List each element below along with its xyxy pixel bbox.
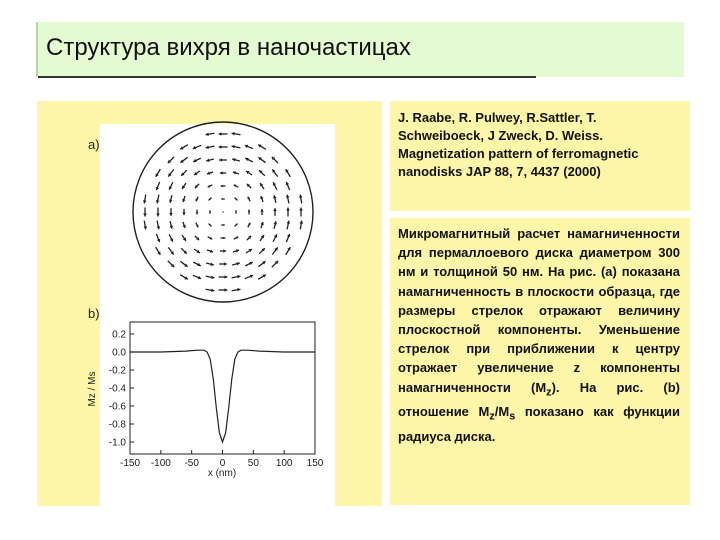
x-axis-label: x (nm) xyxy=(207,468,237,479)
slide-title: Структура вихря в наночастицах xyxy=(46,34,411,61)
magnetization-arrowhead xyxy=(220,171,223,174)
panel-a-label: a) xyxy=(88,137,100,152)
y-tick-label: 0.2 xyxy=(112,329,126,341)
description-box xyxy=(390,218,690,505)
y-tick-label: -0.4 xyxy=(108,383,126,395)
description-part2: ). На рис. (b) отношение M xyxy=(398,379,680,420)
panel-b-label: b) xyxy=(88,306,100,321)
magnetization-arrowhead xyxy=(223,237,225,240)
y-tick-label: 0.0 xyxy=(112,347,126,359)
description-part3: /M xyxy=(494,404,510,420)
magnetization-arrowhead xyxy=(225,288,228,292)
magnetization-arrowhead xyxy=(223,249,226,252)
magnetization-arrowhead xyxy=(143,214,147,217)
description-part4: показано как функции радиуса диска. xyxy=(398,404,680,445)
magnetization-arrowhead xyxy=(196,212,199,214)
y-tick-label: -0.6 xyxy=(108,401,126,413)
description-part1: Микромагнитный расчет намагниченности для пермаллоевого диска диаметром 300 нм и толщиной 50 нм. На рис. (a) показана намагниченность в плоскости образца, где размеры стрелок отражают величину плоскостной компоненты. Уменьшение стрелок при приближении к центру отражает увеличение z компоненты намагниченности (M xyxy=(398,226,680,395)
plot-frame xyxy=(130,322,315,454)
x-tick-label: 150 xyxy=(306,458,324,469)
magnetization-arrowhead xyxy=(225,275,228,279)
y-tick-label: -0.2 xyxy=(108,365,126,377)
y-tick-label: -1.0 xyxy=(108,437,126,449)
magnetization-arrows xyxy=(143,132,303,292)
magnetization-arrowhead xyxy=(273,208,277,211)
magnetization-arrowhead xyxy=(219,158,222,162)
magnetization-arrowhead xyxy=(224,262,227,266)
magnetization-arrowhead xyxy=(219,132,222,136)
x-tick-label: -50 xyxy=(184,458,199,469)
description-sub1: z xyxy=(546,386,552,399)
y-tick-label: -0.8 xyxy=(108,419,126,431)
x-tick-label: 0 xyxy=(219,458,226,469)
magnetization-arrowhead xyxy=(248,210,251,212)
magnetization-arrowhead xyxy=(169,213,173,216)
reference-text: J. Raabe, R. Pulwey, R.Sattler, T. Schweiboeck, J Zweck, D. Weiss. Magnetization pattern of ferromagnetic nanodisks JAP 88, 7, 4437 (2000) xyxy=(398,110,639,179)
x-tick-label: -150 xyxy=(119,458,141,469)
x-tick-label: -100 xyxy=(150,458,171,469)
magnetization-arrowhead xyxy=(156,214,160,217)
magnetization-arrowhead xyxy=(260,209,263,212)
description-sub3: s xyxy=(509,411,516,424)
magnetization-arrowhead xyxy=(219,145,222,149)
magnetization-arrowhead xyxy=(299,208,303,211)
magnetization-arrowhead xyxy=(221,185,223,188)
mz-ms-curve xyxy=(130,350,315,442)
y-axis-label: Mz / Ms xyxy=(87,371,98,407)
magnetization-arrowhead xyxy=(182,212,185,215)
reference-box xyxy=(390,101,690,211)
magnetization-arrowhead xyxy=(286,208,290,211)
x-axis-ticks xyxy=(120,450,324,469)
x-tick-label: 50 xyxy=(247,458,259,469)
description-sub2: z xyxy=(489,411,495,424)
x-tick-label: 100 xyxy=(275,458,293,469)
